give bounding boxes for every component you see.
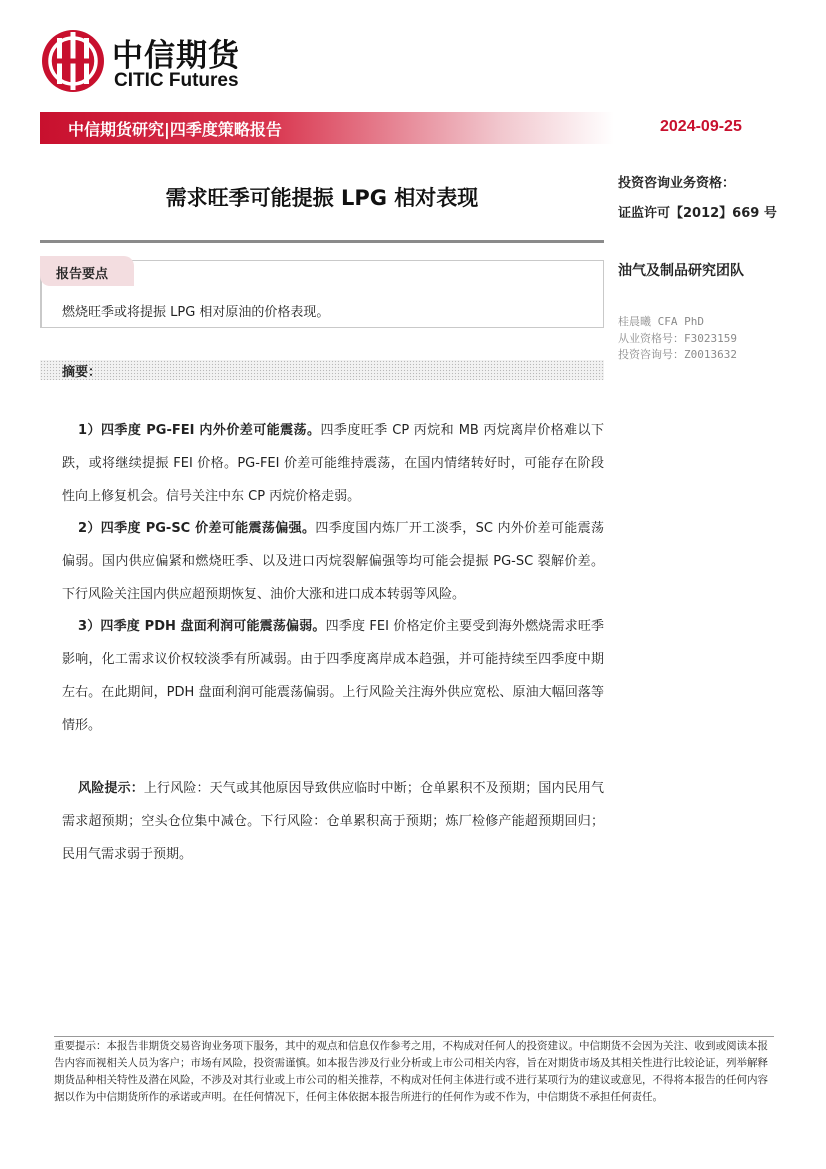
abstract-header-bar (40, 360, 604, 380)
key-points-tab (40, 256, 134, 286)
qualification-label: 投资咨询业务资格： (618, 176, 736, 191)
citic-logo-icon (40, 28, 106, 94)
abstract-paragraph-3 (62, 610, 604, 742)
disclaimer-text: 重要提示：本报告非期货交易咨询业务项下服务，其中的观点和信息仅作参考之用，不构成对任何人的投资建议。中信期货不会因为关注、收到或阅读本报告内容而视相关人员为客户；市场有风险，投资需谨慎。如本报告涉及行业分析或上市公司相关内容，旨在对期货市场及其相关性进行比较论证，列举解释期货品种相关特性及潜在风险，不涉及对其行业或上市公司的相关推荐，不构成对任何主体进行或不进行某项行为的建议或意见，不得将本报告的任何内容据以作为中信期货所作的承诺或声明。在任何情况下，任何主体依据本报告所进行的任何作为或不作为，中信期货不承担任何责任。 (54, 1040, 768, 1103)
title-divider (40, 240, 604, 243)
analyst-consult-number: 投资咨询号：Z0013632 (618, 348, 737, 361)
key-points-text: 燃烧旺季或将提振 LPG 相对原油的价格表现。 (62, 305, 330, 320)
abstract-paragraph-2 (62, 512, 604, 611)
paragraph-2-heading: 2）四季度 PG-SC 价差可能震荡偏强。 (78, 521, 316, 536)
banner-title: 中信期货研究|四季度策略报告 (68, 120, 282, 139)
key-points-label: 报告要点 (56, 267, 109, 282)
analyst-license: 从业资格号：F3023159 (618, 332, 737, 345)
footer-divider (54, 1036, 774, 1037)
paragraph-3-heading: 3）四季度 PDH 盘面利润可能震荡偏弱。 (78, 619, 326, 634)
abstract-label: 摘要： (62, 365, 102, 380)
report-title: 需求旺季可能提振 LPG 相对表现 (165, 186, 479, 210)
abstract-paragraph-1 (62, 414, 604, 513)
risk-warning-heading: 风险提示： (78, 781, 144, 796)
paragraph-1-body: 四季度旺季 CP 丙烷和 MB 丙烷离岸价格难以下跌，或将继续提振 FEI 价格。PG-FEI 价差可能维持震荡，在国内情绪转好时，可能存在阶段性向上修复机会。信号关注中东 CP 丙烷价格走弱。 (62, 423, 604, 504)
risk-warning-paragraph (62, 772, 604, 871)
brand-name-cn: 中信期货 (112, 38, 240, 74)
risk-warning-body: 上行风险：天气或其他原因导致供应临时中断；仓单累积不及预期；国内民用气需求超预期；空头仓位集中减仓。下行风险：仓单累积高于预期；炼厂检修产能超预期回归；民用气需求弱于预期。 (62, 781, 604, 862)
qualification-license: 证监许可【2012】669 号 (618, 206, 777, 221)
paragraph-2-body: 四季度国内炼厂开工淡季，SC 内外价差可能震荡偏弱。国内供应偏紧和燃烧旺季、以及进口丙烷裂解偏强等均可能会提振 PG-SC 裂解价差。下行风险关注国内供应超预期恢复、油价大涨和进口成本转弱等风险。 (62, 521, 604, 602)
brand-name-en: CITIC Futures (114, 70, 239, 91)
paragraph-3-body: 四季度 FEI 价格定价主要受到海外燃烧需求旺季影响，化工需求议价权较淡季有所减弱。由于四季度离岸成本趋强，并可能持续至四季度中期左右。在此期间，PDH 盘面利润可能震荡偏弱。上行风险关注海外供应宽松、原油大幅回落等情形。 (62, 619, 605, 733)
report-date: 2024-09-25 (660, 118, 742, 135)
analyst-name: 桂晨曦 CFA PhD (618, 315, 704, 328)
research-team: 油气及制品研究团队 (618, 263, 744, 279)
report-banner (40, 112, 614, 144)
paragraph-1-heading: 1）四季度 PG-FEI 内外价差可能震荡。 (78, 423, 321, 438)
